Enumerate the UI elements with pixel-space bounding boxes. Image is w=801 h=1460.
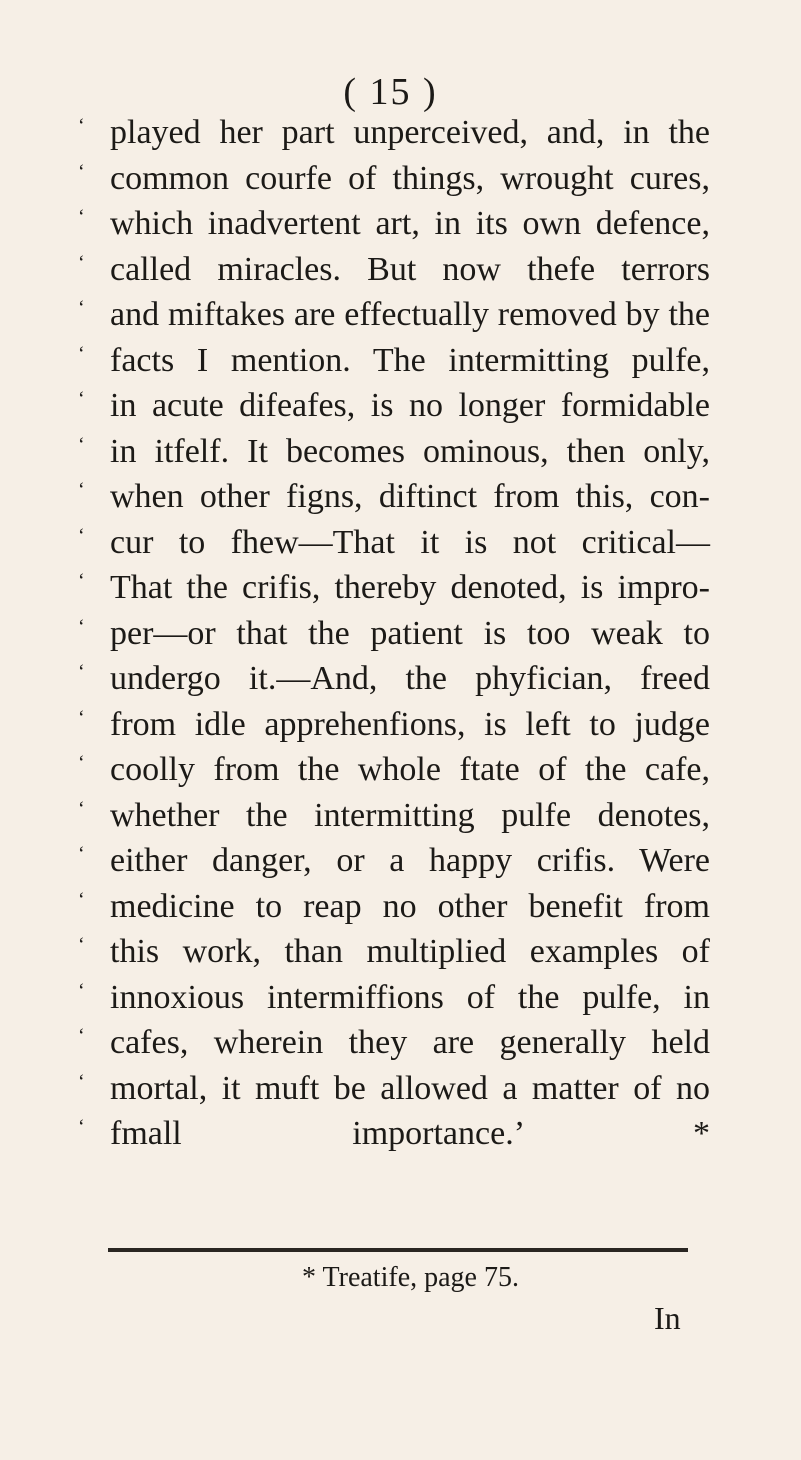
line-text: from idle apprehenfions, is left to judge [110, 705, 710, 743]
body-text [78, 110, 710, 1157]
footnote-rule [108, 1248, 688, 1252]
line-text: in itfelf. It becomes ominous, then only, [110, 432, 710, 470]
footnote: * Treatife, page 75. [302, 1262, 519, 1293]
text-line [78, 565, 710, 611]
text-line [78, 975, 710, 1021]
quote-mark: ‘ [78, 797, 85, 820]
quote-mark: ‘ [78, 479, 85, 501]
line-text: common courfe of things, wrought cures, [110, 159, 710, 197]
text-line [78, 838, 710, 884]
text-line [78, 747, 710, 793]
line-text: That the crifis, thereby denoted, is impro- [110, 569, 710, 606]
line-text: and miftakes are effectually removed by the [110, 296, 710, 333]
text-line [78, 474, 710, 520]
line-text: facts I mention. The intermitting pulfe, [110, 341, 710, 379]
text-line [78, 1111, 710, 1157]
catchword: In [654, 1300, 681, 1336]
text-line [78, 656, 710, 702]
quote-mark: ‘ [78, 388, 85, 410]
quote-mark: ‘ [78, 934, 85, 956]
quote-mark: ‘ [78, 570, 85, 592]
quote-mark: ‘ [78, 843, 85, 865]
text-line [78, 793, 710, 839]
quote-mark: ‘ [78, 433, 85, 456]
quote-mark: ‘ [78, 1116, 85, 1138]
line-text: cafes, wherein they are generally held [110, 1024, 710, 1061]
line-text: which inadvertent art, in its own defence, [110, 205, 710, 242]
quote-mark: ‘ [78, 752, 85, 774]
text-line [78, 338, 710, 384]
text-line [78, 429, 710, 475]
text-line [78, 383, 710, 429]
quote-mark: ‘ [78, 888, 85, 911]
line-text: either danger, or a happy crifis. Were [110, 842, 710, 879]
quote-mark: ‘ [78, 251, 85, 274]
quote-mark: ‘ [78, 524, 85, 547]
quote-mark: ‘ [78, 661, 85, 683]
text-line [78, 156, 710, 202]
quote-mark: ‘ [78, 1025, 85, 1047]
line-text: fmall importance.’ * [110, 1115, 710, 1152]
text-line [78, 247, 710, 293]
line-text: called miracles. But now thefe terrors [110, 250, 710, 288]
quote-mark: ‘ [78, 115, 85, 137]
text-line [78, 110, 710, 156]
text-line [78, 292, 710, 338]
line-text: whether the intermitting pulfe denotes, [110, 796, 710, 834]
text-line [78, 884, 710, 930]
line-text: played her part unperceived, and, in the [110, 114, 710, 151]
text-line [78, 611, 710, 657]
page-number: ( 15 ) [343, 71, 438, 113]
line-text: coolly from the whole ftate of the cafe, [110, 751, 710, 788]
text-line [78, 520, 710, 566]
text-line [78, 929, 710, 975]
line-text: medicine to reap no other benefit from [110, 887, 710, 925]
quote-mark: ‘ [78, 706, 85, 729]
line-text: in acute difeafes, is no longer formidable [110, 387, 710, 424]
text-line [78, 201, 710, 247]
line-text: undergo it.—And, the phyfician, freed [110, 660, 710, 697]
quote-mark: ‘ [78, 342, 85, 365]
line-text: innoxious intermiffions of the pulfe, in [110, 978, 710, 1016]
quote-mark: ‘ [78, 615, 85, 638]
quote-mark: ‘ [78, 160, 85, 183]
quote-mark: ‘ [78, 979, 85, 1002]
quote-mark: ‘ [78, 297, 85, 319]
line-text: mortal, it muft be allowed a matter of no [110, 1069, 710, 1107]
text-line [78, 1020, 710, 1066]
line-text: this work, than multiplied examples of [110, 933, 710, 970]
quote-mark: ‘ [78, 1070, 85, 1093]
line-text: cur to fhew—That it is not critical— [110, 523, 710, 561]
text-line [78, 702, 710, 748]
quote-mark: ‘ [78, 206, 85, 228]
line-text: when other figns, diftinct from this, con- [110, 478, 710, 515]
line-text: per—or that the patient is too weak to [110, 614, 710, 652]
text-line [78, 1066, 710, 1112]
